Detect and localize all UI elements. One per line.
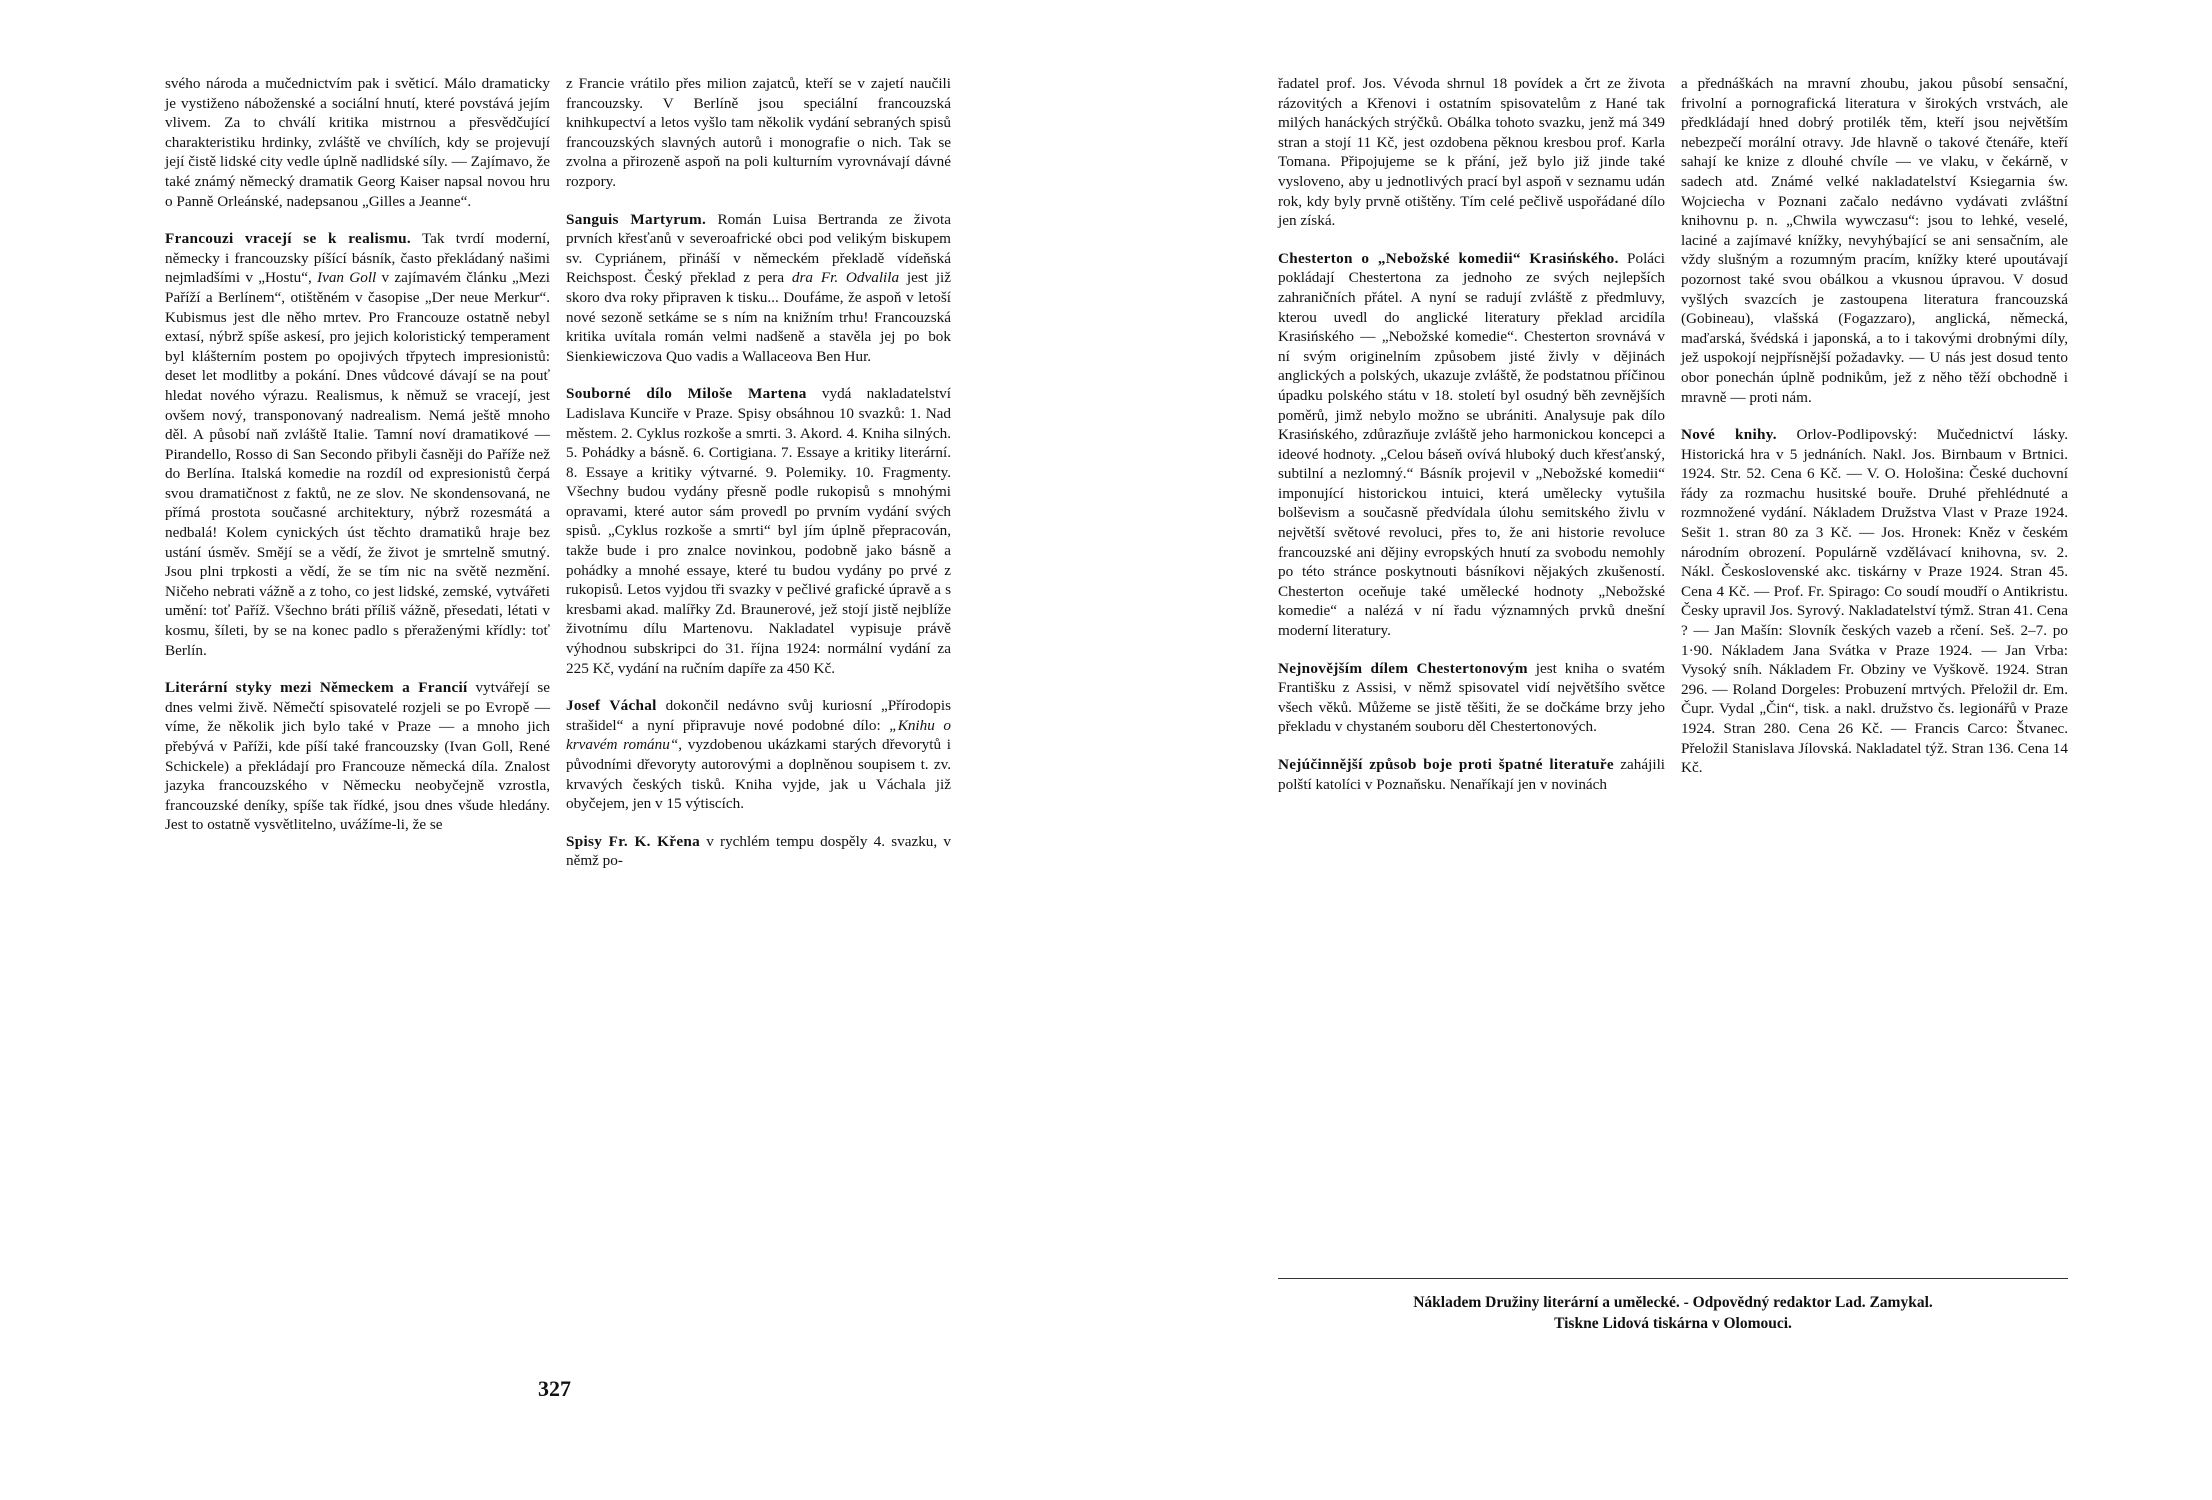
article-text: Orlov-Podlipovský: Mučednictví lásky. Historická hra v 5 jednáních. Nakl. Jos. Birnbaum v Brtnici. 1924. Str. 52. Cena 6 Kč. — V. O. Hološina: České duchovní řády za rozmachu husitské bouře. Druhé přehlédnuté a rozmnožené vydání. Nákladem Družstva Vlast v Praze 1924. Sešit 1. stran 80 za 3 Kč. — Jos. Hronek: Kněz v českém národním obrození. Populárně vzdělávací knihovna, sv. 2. Nákl. Československé akc. tiskárny v Praze 1924. Stran 45. Cena 4 Kč. — Prof. Fr. Spirago: Co soudí moudří o Antikristu. Česky upravil Jos. Syrový. Nakladatelství týmž. Stran 41. Cena ? — Jan Mašín: Slovník českých vazeb a rčení. Seš. 2–7. po 1·90. Nákladem Jana Svátka v Praze 1924. — Jan Vrba: Vysoký sníh. Nákladem Fr. Obziny ve Vyškově. 1924. Stran 296. — Roland Dorgeles: Probuzení mrtvých. Přeložil dr. Em. Čupr. Vydal „Čin“, tisk. a nakl. družstvo čs. legionářů v Praze 1924. Stran 280. Cena 26 Kč. — Francis Carco: Štvanec. Přeložil Stanislava Jílovská. Nakladatel týž. Stran 136. Cena 14 Kč.	[1681, 426, 2068, 777]
column-2	[566, 74, 951, 889]
article-heading: Nové knihy.	[1681, 426, 1777, 444]
article	[566, 832, 951, 871]
imprint	[1278, 1292, 2068, 1334]
article-text: vytvářejí se dnes velmi živě. Němečtí spisovatelé rozjeli se po Evropě — víme, že několik jich bylo také v Praze — a mnoho jich přebývá v Paříži, kde píší také francouzsky (Ivan Goll, René Schickele) a překládají pro Francouze německá díla. Znalost jazyka francouzského v Německu neobyčejně vzrostla, francouzské deníky, spíše tak řídké, jsou dnes všude hledány. Jest to ostatně vysvětlitelno, uvážíme-li, že se	[165, 679, 550, 834]
article	[1278, 249, 1665, 641]
imprint-divider	[1278, 1278, 2068, 1279]
article-text: jest již skoro dva roky připraven k tisku... Doufáme, že aspoň v letoší nové sezoně setkáme se s ním na knižním trhu! Francouzská kritika uvítala román velmi nadšeně a stavěla jej po bok Sienkiewiczova Quo vadis a Wallaceova Ben Hur.	[566, 269, 951, 365]
article	[165, 229, 550, 660]
article-text: Poláci pokládají Chestertona za jednoho ze svých nejlepších zahraničních přátel. A nyní se radují zvláště z předmluvy, kterou uvedl do anglické literatury překlad arcidíla Krasińského — „Nebožské komedie“. Chesterton srovnává v ní svým originelním způsobem jisté živly v dějinách anglických a polských, ukazuje zvláště, že podstatnou příčinou úpadku polského státu v 18. století byl osudný běh zevnějších poměrů, jimž nebylo možno se ubrániti. Analysuje pak dílo Krasińského, zdůrazňuje zvláště jeho harmonickou koncepci a ideové hodnoty. „Celou báseň ovívá hluboký duch křesťanský, subtilní a nezlomný.“ Básník projevil v „Nebožské komedii“ imponující historickou intuici, která umělecky vytušila bolševism a současně předvídala úlohu semitského živlu v největší světové revoluci, přes to, že ani historie revoluce francouzské ani dějiny evropských hnutí za svobodu nemohly po této stránce poskytnouti básníkovi nějakých zkušeností. Chesterton oceňuje také umělecké hodnoty „Nebožské komedie“ a nalézá v ní řadu významných prvků dnešní moderní literatury.	[1278, 249, 1666, 640]
author-name: Ivan Goll	[317, 269, 377, 287]
article-text: , vyzdobenou ukázkami starých dřevorytů i původními dřevoryty autorovými a doplněnou soupisem t. zv. krvavých českých tisků. Kniha vyjde, jak u Váchala již obyčejem, jen v 15 výtiscích.	[566, 736, 951, 813]
column-3	[1278, 74, 1665, 812]
article-text: jest kniha o svatém Františku z Assisi, v němž spisovatel vidí největšího světce všech věků. Můžeme se jistě těšiti, že se dočkáme brzy jeho překladu v chystaném souboru děl Chestertonových.	[1278, 659, 1665, 736]
article-text: v zajímavém článku „Mezi Paříží a Berlínem“, otištěném v časopise „Der neue Merkur“. Kubismus jest dle něho mrtev. Pro Francouze ostatně nebyl extasí, nýbrž spíše askesí, pro jejich koloristický temperament byl klášterním postem po opojivých třpytech impresionistů: deset let modlitby a pokání. Dnes vůdcové dávají se na pouť hledat nového výrazu. Realismus, k němuž se vracejí, jest ovšem nový, transponovaný nadrealism. Nemá ještě mnoho děl. A působí naň zvláště Italie. Tamní noví dramatikové — Pirandello, Rosso di San Secondo přibyli časněji do Paříže než do Berlína. Italská komedie na rozdíl od expresionistů čerpá svou dramatičnost z faktů, ne ze slov. Ne skondensovaná, ne přímá prostota současné architektury, nýbrž rozesmátá a nedbalá! Kolem cynických úst těchto dramatiků hraje bez ustání úsměv. Smějí se a vědí, že život je smrtelně smutný. Jsou plni trpkosti a vědí, že se tím nic na světě nezmění. Ničeho nebrati vážně a z toho, co jest lidské, zemské, vytvářeti umění: toť Paříž. Všechno bráti příliš vážně, přesedati, létati v kosmu, šíleti, by se na konec padlo s přeraženými křídly: toť Berlín.	[165, 269, 550, 659]
article	[1278, 755, 1665, 794]
article-text: Román Luisa Bertranda ze života prvních křesťanů v severoafrické obci pod velikým biskupem sv. Cypriánem, přináší v německém překladě vídeňská Reichspost. Český překlad z pera	[566, 210, 951, 287]
article-heading: Souborné dílo Miloše Martena	[566, 385, 807, 403]
article-text: řadatel prof. Jos. Vévoda shrnul 18 povídek a črt ze života rázovitých a Křenovi i ostatním spisovatelům z Hané tak milých hanáckých strýčků. Obálka tohoto svazku, jenž má 349 stran a stojí 11 Kč, jest ozdobena pěknou kresbou prof. Karla Tomana. Připojujeme se k přání, jež bylo již jinde také vysloveno, aby u jednotlivých prací byl aspoň v seznamu udán rok, kdy byly prvně otištěny. Tím celé pečlivě uspořádané dílo jen získá.	[1278, 75, 1665, 230]
column-4	[1681, 74, 2068, 796]
imprint-publisher: Nákladem Družiny literární a umělecké. - Odpovědný redaktor Lad. Zamykal.	[1413, 1294, 1933, 1311]
article	[1278, 659, 1665, 737]
page-number: 327	[538, 1376, 571, 1401]
article-heading: Nejnovějším dílem Chestertonovým	[1278, 659, 1528, 677]
article	[1681, 425, 2068, 778]
article-text: Tak tvrdí moderní, německy i francouzsky píšící básník, často překládaný našimi nejmladšími v „Hostu“,	[165, 230, 550, 287]
article-heading: Spisy Fr. K. Křena	[566, 832, 701, 850]
article-text: svého národa a mučednictvím pak i světicí. Málo dramaticky je vystiženo náboženské a sociální hnutí, které povstává jejím vlivem. Za to chválí kritika mistrnou a přesvědčující charakteristiku hrdinky, zvláště ve chvílích, kdy se projevují její čistě lidské city vedle úplně nadlidské síly. — Zajímavo, že také známý německý dramatik Georg Kaiser napsal novou hru o Panně Orleánské, nadepsanou „Gilles a Jeanne“.	[165, 75, 550, 210]
article	[566, 696, 951, 814]
article-text: v rychlém tempu dospěly 4. svazku, v němž po-	[566, 832, 951, 870]
article-heading: Josef Váchal	[566, 697, 657, 715]
article-text: dokončil nedávno svůj kuriosní „Přírodopis strašidel“ a nyní připravuje nové podobné dílo:	[566, 697, 951, 734]
imprint-printer: Tiskne Lidová tiskárna v Olomouci.	[1554, 1315, 1792, 1332]
article-heading: Nejúčinnější způsob boje proti špatné literatuře	[1278, 756, 1614, 773]
article-text: vydá nakladatelství Ladislava Kunciře v Praze. Spisy obsáhnou 10 svazků: 1. Nad městem. 2. Cyklus rozkoše a smrti. 3. Akord. 4. Kniha silných. 5. Pohádky a básně. 6. Cortigiana. 7. Essaye a kritiky literární. 8. Essaye a kritiky výtvarné. 9. Polemiky. 10. Fragmenty. Všechny budou vydány přesně podle rukopisů s mnohými opravami, které autor sám provedl po prvním vydání svých spisů. „Cyklus rozkoše a smrti“ byl jím úplně přepracován, takže bude i pro znalce novinkou, podobně jako básně a pohádky a mnohé essaye, které tu budou vydány po prvé z rukopisů. Letos vyjdou tři svazky v pečlivé grafické úpravě a s kresbami akad. malířky Zd. Braunerové, jež stojí jistě nejblíže životnímu dílu Martenovu. Nakladatel vypisuje právě výhodnou subskripci do 31. října 1924: normální vydání za 225 Kč, vydání na ručním dapíře za 450 Kč.	[566, 385, 951, 677]
article-heading: Literární styky mezi Německem a Francií	[165, 679, 468, 697]
article	[165, 678, 550, 835]
article-text: zahájili polští katolíci v Poznaňsku. Nenaříkají jen v novinách	[1278, 756, 1666, 793]
article	[566, 210, 951, 367]
column-1	[165, 74, 550, 853]
translator-name: dra Fr. Odvalila	[791, 269, 900, 287]
article-heading: Chesterton o „Nebožské komedii“ Krasińského.	[1278, 249, 1619, 267]
article-heading: Francouzi vracejí se k realismu.	[165, 230, 412, 248]
article-text: z Francie vrátilo přes milion zajatců, kteří se v zajetí naučili francouzsky. V Berlíně jsou speciální francouzská knihkupectví a letos vyšlo tam několik vydání sebraných spisů francouzských slavných autorů i monografie o nich. Tak se zvolna a přirozeně aspoň na poli kulturním vyrovnávají dávné rozpory.	[566, 75, 951, 190]
article-text: a přednáškách na mravní zhoubu, jakou působí sensační, frivolní a pornografická literatura v širokých vrstvách, ale předkládají hned dobrý protilék těm, kteří jsou největším nebezpečí morální otravy. Jde hlavně o takové čtenáře, kteří sahají ke knize z dlouhé chvíle — ve vlaku, v čekárně, v sadech atd. Známé velké nakladatelství Ksiegarnia św. Wojciecha v Poznani začalo nedávno vydávati zvláštní knihovnu p. n. „Chwila wywczasu“: jsou to lehké, veselé, laciné a zajímavé knížky, nevyhýbající se ani sensačním, ale vždy slušným a rozumným pracím, knížky které upoutávají pozornost také svou obálkou a vkusnou úpravou. V dosud vyšlých svazcích je zastoupena literatura francouzská (Gobineau), vlašská (Fogazzaro), anglická, německá, maďarská, švédská i japonská, a to i takovými drobnými díly, jež uspokojí nejpřísnější požadavky. — U nás jest dosud tento obor ponechán úplně podnikům, jež z něho těží obchodně i mravně — proti nám.	[1681, 75, 2068, 406]
article-heading: Sanguis Martyrum.	[566, 210, 707, 228]
book-title: „Knihu o krvavém románu“	[566, 716, 952, 754]
article	[566, 384, 951, 678]
